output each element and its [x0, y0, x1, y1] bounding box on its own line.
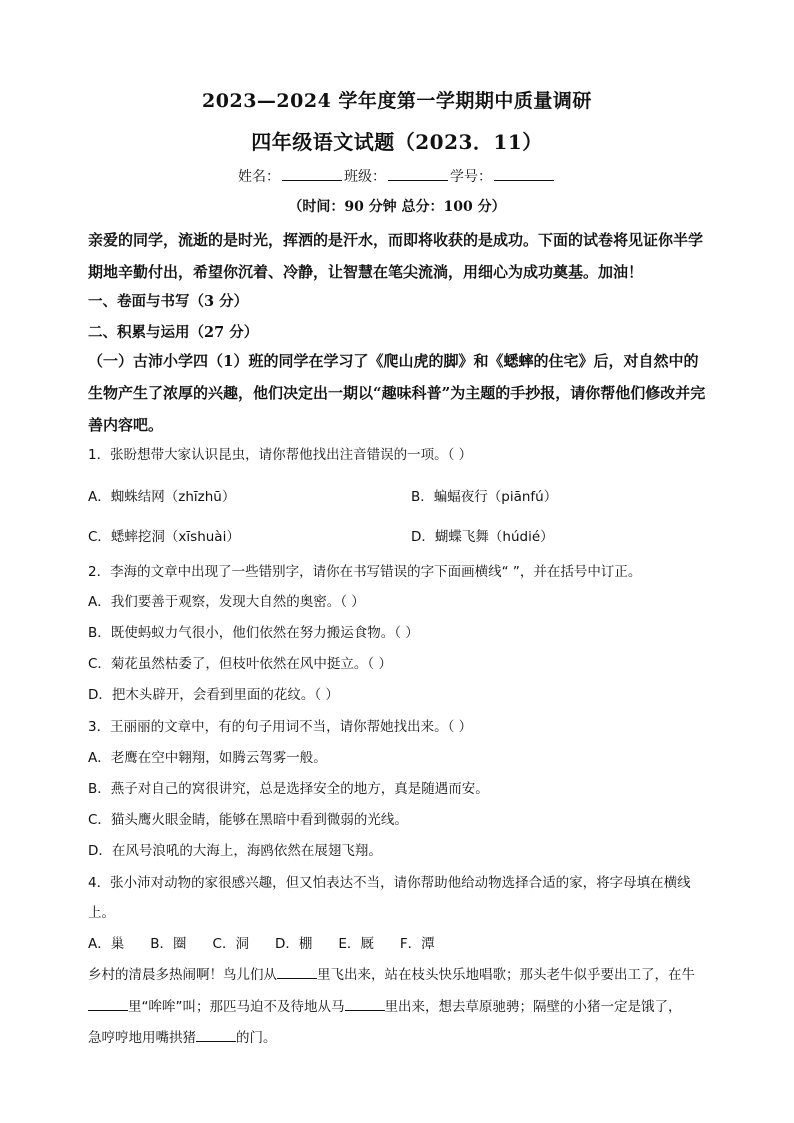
q4-text: 里飞出来，站在枝头快乐地唱歌；那头老牛似乎要出工了，在牛	[317, 967, 695, 983]
q3-option-b[interactable]: B．燕子对自己的窝很讲究，总是选择安全的地方，真是随遇而安。	[88, 781, 489, 797]
name-label: 姓名：	[238, 169, 280, 185]
intro-paragraph: 亲爱的同学，流逝的是时光，挥洒的是汗水，而即将收获的是成功。下面的试卷将见证你半学期地辛勤付出，希望你沉着、冷静，让智慧在笔尖流淌，用细心为成功奠基。加油！	[88, 231, 704, 281]
q4-stem-line-1: 4．张小沛对动物的家很感兴趣，但又怕表达不当，请你帮助他给动物选择合适的家，将字母填在横线	[88, 875, 691, 891]
q4-text: 的门。	[236, 1030, 277, 1046]
page-title: 2023—2024 学年度第一学期期中质量调研	[202, 90, 592, 112]
q4-text: 里出来，想去草原驰骋；隔壁的小猪一定是饿了，	[384, 999, 682, 1015]
q4-choice-c: C．洞	[212, 936, 249, 952]
id-field[interactable]	[494, 166, 554, 181]
id-label: 学号：	[450, 169, 492, 185]
q3-option-d[interactable]: D．在风号浪吼的大海上，海鸥依然在展翅飞翔。	[88, 843, 382, 859]
q4-passage-line-2	[88, 992, 712, 1022]
q1-option-c[interactable]: C．蟋蟀挖洞（xīshuài）	[88, 529, 240, 545]
q4-choices	[88, 929, 712, 959]
question-2-stem: 2．李海的文章中出现了一些错别字，请你在书写错误的字下面画横线“ ”，并在括号中订正。	[88, 564, 642, 580]
q3-option-a[interactable]: A．老鹰在空中翱翔，如腾云驾雾一般。	[88, 750, 327, 766]
q4-blank-4[interactable]	[196, 1029, 236, 1042]
class-field[interactable]	[388, 166, 448, 181]
q4-blank-3[interactable]	[345, 998, 385, 1011]
q4-choice-a: A．巢	[88, 936, 125, 952]
q4-text: 急哼哼地用嘴拱猪	[88, 1030, 196, 1046]
section-heading-2: 二、积累与运用（27 分）	[88, 324, 259, 341]
q4-choice-f: F．潭	[399, 936, 435, 952]
q4-text: 里“哞哞”叫；那匹马迫不及待地从马	[128, 999, 345, 1015]
question-4-stem	[88, 868, 712, 928]
page-subtitle: 四年级语文试题（2023．11）	[251, 130, 543, 154]
part1-intro: （一）古沛小学四（1）班的同学在学习了《爬山虎的脚》和《蟋蟀的住宅》后，对自然中的生物产生了浓厚的兴趣，他们决定出一期以“趣味科普”为主题的手抄报，请你帮他们修改并完善内容吧。	[88, 352, 706, 434]
question-3-stem: 3．王丽丽的文章中，有的句子用词不当，请你帮她找出来。（ ）	[88, 719, 473, 735]
q1-option-b[interactable]: B．蝙蝠夜行（piānfú）	[411, 489, 558, 505]
q2-option-b[interactable]: B．既使蚂蚁力气很小，他们依然在努力搬运食物。（ ）	[88, 625, 419, 641]
q2-option-a[interactable]: A．我们要善于观察，发现大自然的奥密。（ ）	[88, 594, 365, 610]
q1-option-a[interactable]: A．蜘蛛结网（zhīzhū）	[88, 489, 236, 505]
q1-option-d[interactable]: D．蝴蝶飞舞（húdié）	[411, 529, 554, 545]
q4-text: 乡村的清晨多热闹啊！鸟儿们从	[88, 967, 277, 983]
q4-stem-line-2: 上。	[88, 905, 115, 921]
q4-choice-e: E．厩	[338, 936, 374, 952]
name-field[interactable]	[282, 166, 342, 181]
q4-passage-line-1	[88, 960, 712, 990]
q4-passage-line-3	[88, 1023, 712, 1053]
q2-option-c[interactable]: C．菊花虽然枯委了，但枝叶依然在风中挺立。（ ）	[88, 656, 392, 672]
q4-blank-2[interactable]	[88, 998, 128, 1011]
q3-option-c[interactable]: C．猫头鹰火眼金睛，能够在黑暗中看到微弱的光线。	[88, 812, 408, 828]
student-info-line	[0, 166, 794, 186]
class-label: 班级：	[344, 169, 386, 185]
q4-blank-1[interactable]	[277, 966, 317, 979]
q2-option-d[interactable]: D．把木头辟开，会看到里面的花纹。（ ）	[88, 687, 339, 703]
section-heading-1: 一、卷面与书写（3 分）	[88, 293, 249, 310]
question-1-stem: 1．张盼想带大家认识昆虫，请你帮他找出注音错误的一项。（ ）	[88, 447, 473, 463]
q4-choice-d: D．棚	[274, 936, 313, 952]
q4-choice-b: B．圈	[150, 936, 187, 952]
time-info: （时间：90 分钟 总分：100 分）	[288, 199, 506, 215]
